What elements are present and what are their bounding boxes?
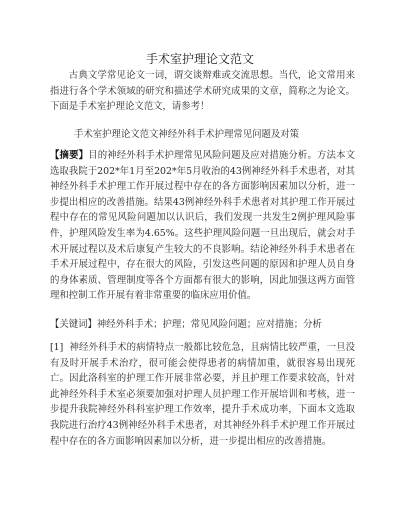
page-title: 手术室护理论文范文 xyxy=(145,52,254,66)
abstract-label: 【摘要】 xyxy=(50,150,89,161)
body-text: 神经外科手术的病情特点一般都比较危急，且病情比较严重，一旦没有及时开展手术治疗，很可能会使得患者的病情加重，就很容易出现死亡。因此洛科室的护理工作开展非常必要，并且护理工作要求较高，针对此神经外科手术室必须要加强对护理人员护理工作开展培训和考核，进一步提升我院神经外科科室护理工作效率，提升手术成功率，下面本文选取我院进行治疗43例神经外科手术患者，对其神经外科手术护理工作开展过程中存在的各方面影响因素加以分析，进一步提出相应的改善措施。 xyxy=(50,342,355,447)
keywords-label: 【关键词】 xyxy=(50,319,97,330)
intro-paragraph: 古典文学常见论文一词，谓交谈辩难或交流思想。当代，论文常用来指进行各个学术领域的研究和描述学术研究成果的文章，简称之为论文。下面是手术室护理论文范文，请参考！ xyxy=(50,70,355,113)
keywords-text: 神经外科手术；护理；常见风险问题；应对措施；分析 xyxy=(96,319,322,330)
abstract-paragraph xyxy=(50,148,355,304)
body-paragraph xyxy=(50,340,355,449)
abstract-text: 目的神经外科手术护理常见风险问题及应对措施分析。方法本文选取我院于202*年1月至202*年5月收治的43例神经外科手术患者，对其神经外科手术护理工作开展过程中存在的各方面影响因素加以分析，进一步提出相应的改善措施。结果43例神经外科手术患者对其护理工作开展过程中存在的常见风险问题加以认识后，我们发现一共发生2例护理风险事件，护理风险发生率为4.65%。这些护理风险问题一旦出现后，就会对手术开展过程以及术后康复产生较大的不良影响。结论神经外科手术患者在手术开展过程中，存在很大的风险，引发这些问题的原因和护理人员自身的身体素质、管理制度等各个方面都有很大的影响，因此加强这两方面管理和控制工作开展有着非常重要的临床应用价值。 xyxy=(50,150,355,302)
keywords-paragraph xyxy=(50,317,355,333)
reference-marker: [1] xyxy=(50,342,64,353)
article-subtitle: 手术室护理论文范文神经外科手术护理常见问题及对策 xyxy=(74,129,300,140)
